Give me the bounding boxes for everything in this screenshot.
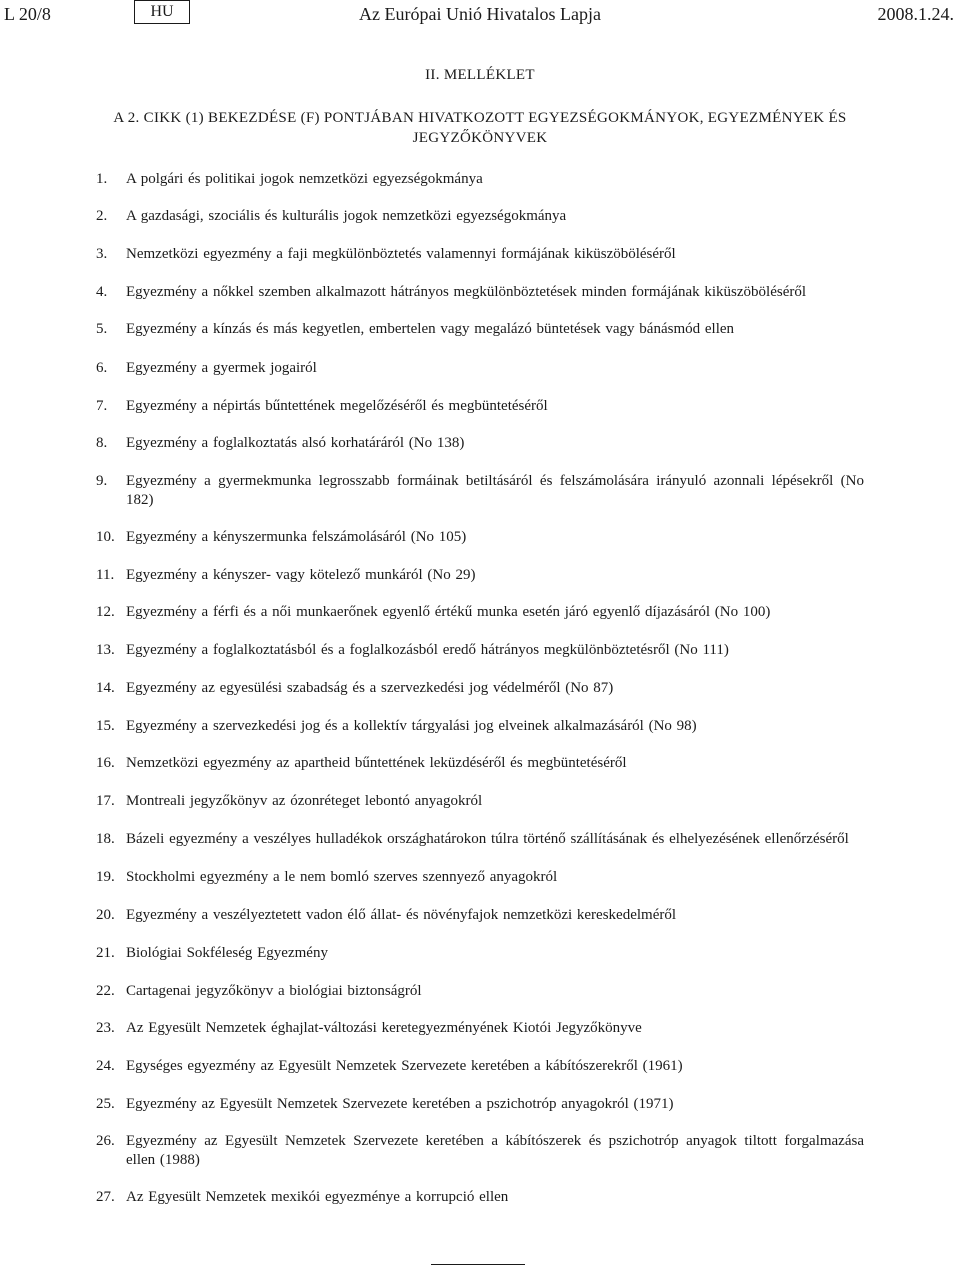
journal-title: Az Európai Unió Hivatalos Lapja — [359, 4, 601, 24]
item-text: Egyezmény a kényszer- vagy kötelező munkáról (No 29) — [126, 567, 476, 583]
list-item — [96, 906, 864, 925]
item-text: Egyezmény a gyermekmunka legrosszabb formáinak betiltásáról és felszámolására irányuló azonnali lépésekről (No 182) — [126, 473, 864, 508]
publication-date: 2008.1.24. — [877, 4, 954, 24]
item-text: Egyezmény a gyermek jogairól — [126, 360, 317, 376]
item-text: Egyezmény a szervezkedési jog és a kollektív tárgyalási jog elveinek alkalmazásáról (No 98) — [126, 718, 697, 734]
list-item — [96, 944, 864, 963]
list-item — [96, 1019, 864, 1038]
item-number: 8. — [96, 435, 108, 451]
item-text: Egyezmény az Egyesült Nemzetek Szervezete keretében a pszichotróp anyagokról (1971) — [126, 1096, 674, 1112]
item-text: Nemzetközi egyezmény az apartheid bűntettének leküzdéséről és megbüntetéséről — [126, 755, 627, 771]
item-number: 11. — [96, 567, 115, 583]
list-item — [96, 679, 864, 698]
item-text: Montreali jegyzőkönyv az ózonréteget lebontó anyagokról — [126, 793, 483, 809]
list-item — [96, 1095, 864, 1114]
item-number: 17. — [96, 793, 115, 809]
item-number: 20. — [96, 907, 115, 923]
item-number: 10. — [96, 529, 115, 545]
item-text: Stockholmi egyezmény a le nem bomló szerves szennyező anyagokról — [126, 869, 558, 885]
list-item — [96, 359, 864, 378]
item-text: Egyezmény a népirtás bűntettének megelőzéséről és megbüntetéséről — [126, 398, 548, 414]
list-item — [96, 472, 864, 510]
list-item — [96, 170, 864, 189]
list-item — [96, 830, 864, 849]
item-number: 7. — [96, 398, 108, 414]
item-number: 12. — [96, 604, 115, 620]
item-text: Egyezmény a kínzás és más kegyetlen, embertelen vagy megalázó büntetések vagy bánásmód ellen — [126, 321, 735, 337]
item-number: 2. — [96, 208, 108, 224]
list-item — [96, 868, 864, 887]
list-item — [96, 603, 864, 622]
item-number: 26. — [96, 1133, 115, 1149]
list-item — [96, 1132, 864, 1170]
item-number: 14. — [96, 680, 115, 696]
item-text: A gazdasági, szociális és kulturális jogok nemzetközi egyezségokmánya — [126, 208, 567, 224]
language-badge: HU — [134, 0, 190, 24]
item-number: 15. — [96, 718, 115, 734]
list-item — [96, 982, 864, 1001]
item-number: 9. — [96, 473, 108, 489]
item-number: 19. — [96, 869, 115, 885]
item-text: Egyezmény az Egyesült Nemzetek Szervezete keretében a kábítószerek és pszichotróp anyagok tiltott forgalmazása ellen (1988) — [126, 1133, 864, 1168]
list-item — [96, 641, 864, 660]
list-item — [96, 1057, 864, 1076]
item-number: 21. — [96, 945, 115, 961]
list-item — [96, 754, 864, 773]
item-text: Egyezmény a foglalkoztatásból és a foglalkozásból eredő hátrányos megkülönböztetésről (No 111) — [126, 642, 729, 658]
list-item — [96, 566, 864, 585]
list-item — [96, 1188, 864, 1207]
item-number: 1. — [96, 171, 108, 187]
item-number: 22. — [96, 983, 115, 999]
item-number: 3. — [96, 246, 108, 262]
item-text: Egyezmény az egyesülési szabadság és a szervezkedési jog védelméről (No 87) — [126, 680, 614, 696]
item-number: 5. — [96, 321, 108, 337]
item-number: 13. — [96, 642, 115, 658]
item-text: Az Egyesült Nemzetek mexikói egyezménye a korrupció ellen — [126, 1189, 509, 1205]
list-item — [96, 207, 864, 226]
annex-title: II. MELLÉKLET — [425, 67, 535, 83]
item-text: Cartagenai jegyzőkönyv a biológiai biztonságról — [126, 983, 422, 999]
item-text: Egyezmény a kényszermunka felszámolásáról (No 105) — [126, 529, 467, 545]
list-item — [96, 397, 864, 416]
item-number: 6. — [96, 360, 108, 376]
item-text: Biológiai Sokféleség Egyezmény — [126, 945, 328, 961]
item-text: Egyezmény a nőkkel szemben alkalmazott hátrányos megkülönböztetések minden formájának kiküszöböléséről — [126, 284, 807, 300]
item-text: Egyezmény a foglalkoztatás alsó korhatáráról (No 138) — [126, 435, 465, 451]
list-item — [96, 245, 864, 264]
item-text: Egységes egyezmény az Egyesült Nemzetek Szervezete keretében a kábítószerekről (1961) — [126, 1058, 683, 1074]
item-text: A polgári és politikai jogok nemzetközi egyezségokmánya — [126, 171, 483, 187]
item-text: Nemzetközi egyezmény a faji megkülönböztetés valamennyi formájának kiküszöböléséről — [126, 246, 676, 262]
list-item — [96, 283, 864, 302]
item-text: Bázeli egyezmény a veszélyes hulladékok országhatárokon túlra történő szállításának és elhelyezésének ellenőrzéséről — [126, 831, 849, 847]
item-number: 24. — [96, 1058, 115, 1074]
footer-rule — [431, 1264, 525, 1265]
page-header — [0, 0, 960, 30]
list-item — [96, 528, 864, 547]
section-heading: A 2. CIKK (1) BEKEZDÉSE (F) PONTJÁBAN HIVATKOZOTT EGYEZSÉGOKMÁNYOK, EGYEZMÉNYEK ÉS JEGYZŐKÖNYVEK — [113, 110, 847, 146]
item-number: 16. — [96, 755, 115, 771]
list-item — [96, 792, 864, 811]
list-item — [96, 320, 864, 339]
item-text: Egyezmény a férfi és a női munkaerőnek egyenlő értékű munka esetén járó egyenlő díjazásáról (No 100) — [126, 604, 771, 620]
item-number: 4. — [96, 284, 108, 300]
item-number: 27. — [96, 1189, 115, 1205]
list-item — [96, 717, 864, 736]
page-reference: L 20/8 — [4, 4, 51, 24]
item-text: Az Egyesült Nemzetek éghajlat-változási keretegyezményének Kiotói Jegyzőkönyve — [126, 1020, 642, 1036]
item-number: 25. — [96, 1096, 115, 1112]
item-text: Egyezmény a veszélyeztetett vadon élő állat- és növényfajok nemzetközi kereskedelméről — [126, 907, 677, 923]
item-number: 18. — [96, 831, 115, 847]
list-item — [96, 434, 864, 453]
item-number: 23. — [96, 1020, 115, 1036]
